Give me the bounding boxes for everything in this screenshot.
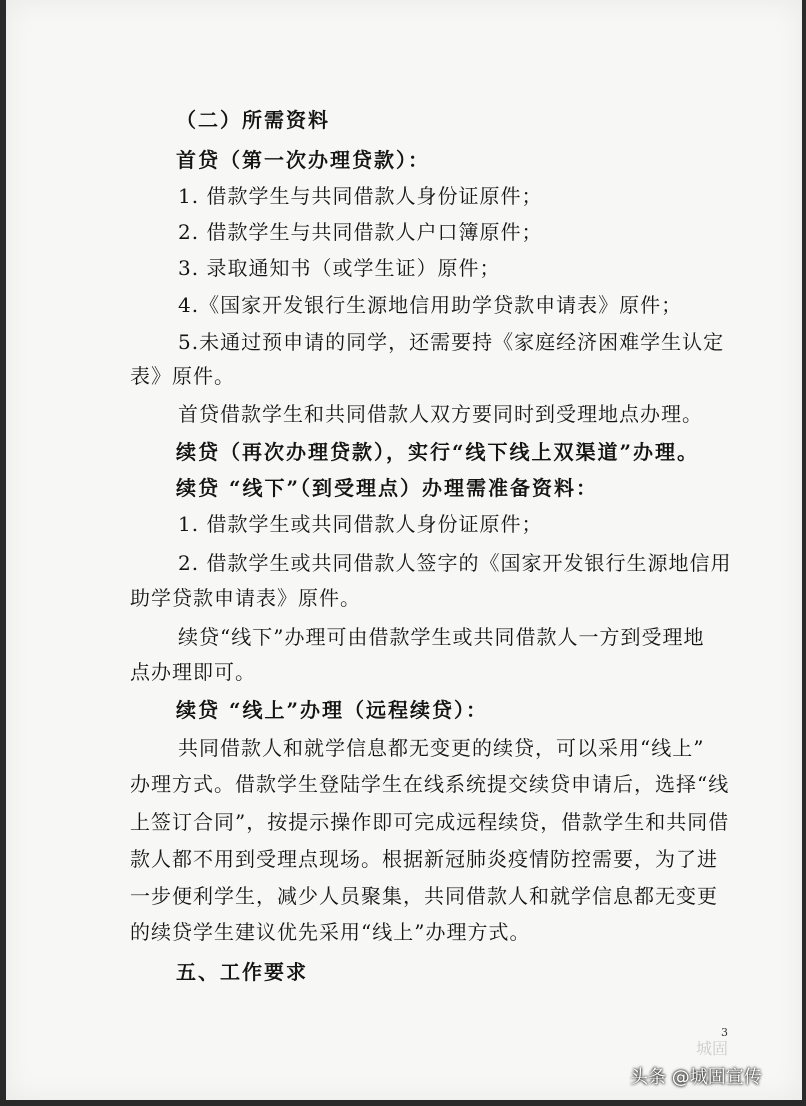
first-loan-item-1: 1. 借款学生与共同借款人身份证原件； [178, 184, 543, 208]
online-paragraph-line-3: 上签订合同”，按提示操作即可完成远程续贷，借款学生和共同借 [130, 810, 730, 834]
first-loan-item-3: 3. 录取通知书（或学生证）原件； [178, 256, 501, 280]
first-loan-item-4: 4.《国家开发银行生源地信用助学贷款申请表》原件； [178, 293, 683, 317]
online-paragraph-line-4: 款人都不用到受理点现场。根据新冠肺炎疫情防控需要，为了进 [130, 847, 718, 871]
first-loan-heading: 首贷（第一次办理贷款）： [176, 148, 430, 172]
offline-item-2: 2. 借款学生或共同借款人签字的《国家开发银行生源地信用 [178, 551, 732, 575]
first-loan-item-5-cont: 表》原件。 [130, 364, 235, 388]
first-loan-item-2: 2. 借款学生与共同借款人户口簿原件； [178, 220, 543, 244]
document-page [6, 0, 802, 1100]
online-paragraph-line-2: 办理方式。借款学生登陆学生在线系统提交续贷申请后，选择“线 [130, 772, 730, 796]
faint-watermark: 城固 [696, 1039, 729, 1058]
toutiao-watermark [630, 1063, 762, 1089]
offline-note-line-1: 续贷“线下”办理可由借款学生或共同借款人一方到受理地 [178, 625, 705, 649]
offline-item-1: 1. 借款学生或共同借款人身份证原件； [178, 512, 543, 536]
page-number: 3 [721, 1026, 728, 1039]
offline-heading: 续贷 “线下”（到受理点）办理需准备资料： [176, 476, 598, 500]
online-paragraph-line-5: 一步便利学生，减少人员聚集，共同借款人和就学信息都无变更 [130, 884, 718, 908]
renewal-heading: 续贷（再次办理贷款），实行“线下线上双渠道”办理。 [176, 440, 700, 464]
watermark-text: 头条 @城固宣传 [630, 1067, 762, 1088]
online-paragraph-line-6: 的续贷学生建议优先采用“线上”办理方式。 [130, 920, 531, 944]
section-five-heading: 五、工作要求 [176, 960, 308, 984]
section-heading: （二）所需资料 [176, 108, 330, 132]
offline-note-line-2: 点办理即可。 [130, 660, 256, 684]
online-heading: 续贷 “线上”办理（远程续贷）： [176, 698, 488, 722]
first-loan-item-5: 5.未通过预申请的同学，还需要持《家庭经济困难学生认定 [178, 330, 725, 354]
offline-item-2-cont: 助学贷款申请表》原件。 [130, 586, 361, 610]
first-loan-note: 首贷借款学生和共同借款人双方要同时到受理地点办理。 [178, 402, 703, 426]
online-paragraph-line-1: 共同借款人和就学信息都无变更的续贷，可以采用“线上” [178, 736, 705, 760]
